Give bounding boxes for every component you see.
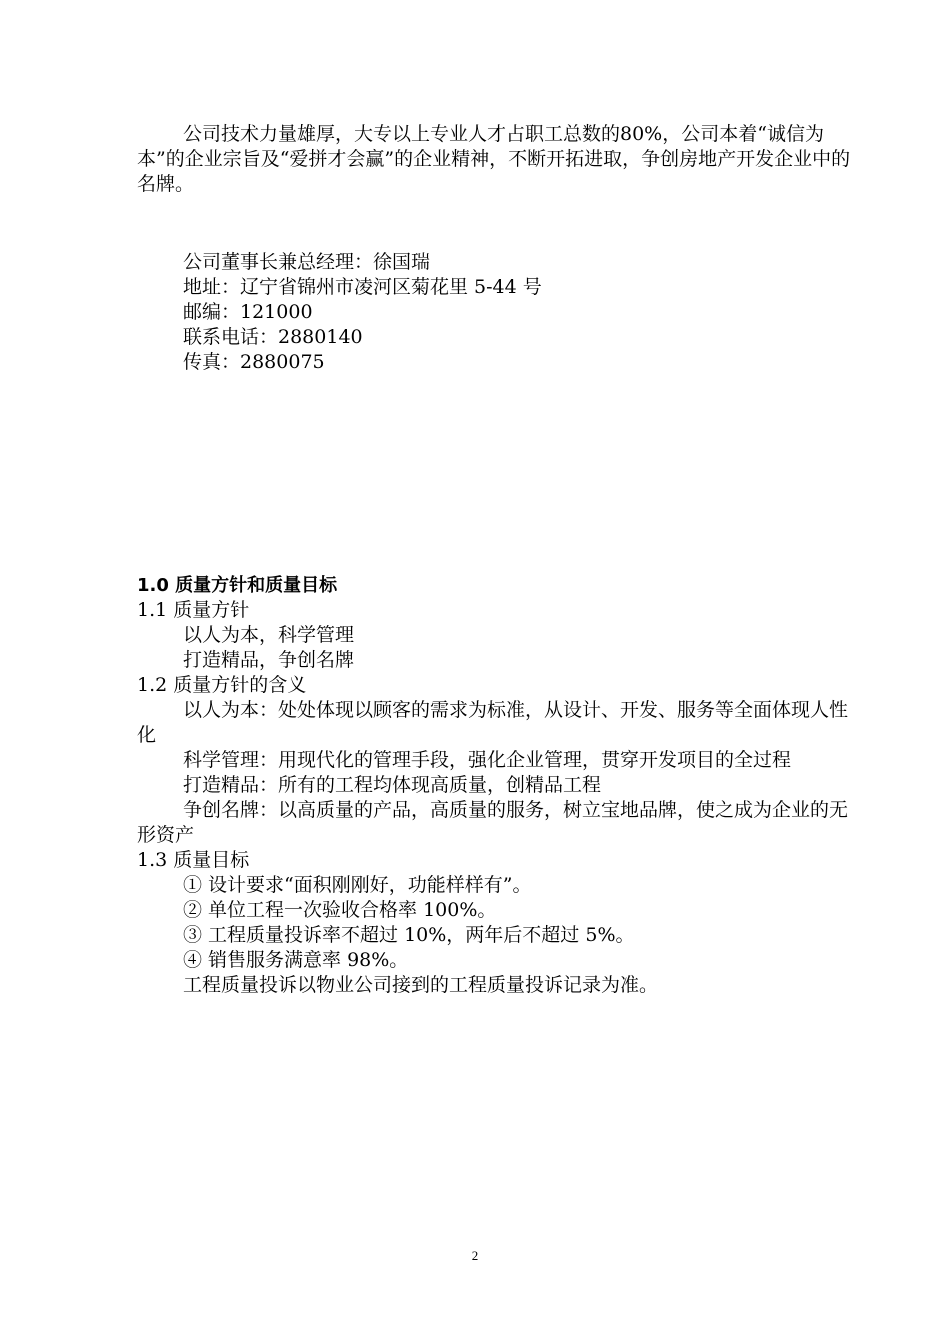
goal-item: ① 设计要求“面积刚刚好，功能样样有”。: [183, 874, 532, 896]
goal-note: 工程质量投诉以物业公司接到的工程质量投诉记录为准。: [183, 974, 659, 996]
policy-line: 以人为本，科学管理: [183, 624, 355, 646]
phone-line: 联系电话：2880140: [183, 326, 363, 348]
meaning-paragraph: 科学管理：用现代化的管理手段，强化企业管理，贯穿开发项目的全过程: [183, 749, 792, 771]
page-number: 2: [471, 1248, 479, 1263]
meaning-paragraph: 以人为本：处处体现以顾客的需求为标准，从设计、开发、服务等全面体现人性化: [137, 699, 849, 746]
fax-line: 传真：2880075: [183, 351, 325, 373]
quality-section: [137, 573, 862, 998]
meaning-paragraph: 打造精品：所有的工程均体现高质量，创精品工程: [183, 774, 602, 796]
meaning-paragraph: 争创名牌：以高质量的产品，高质量的服务，树立宝地品牌，使之成为企业的无形资产: [137, 799, 849, 846]
address-line: 地址：辽宁省锦州市凌河区菊花里 5-44 号: [183, 276, 542, 298]
section-heading: 1.0 质量方针和质量目标: [137, 575, 338, 596]
goal-item: ② 单位工程一次验收合格率 100%。: [183, 899, 497, 921]
subsection-1-2-title: 1.2 质量方针的含义: [137, 674, 307, 696]
policy-line: 打造精品，争创名牌: [183, 649, 355, 671]
postcode-line: 邮编：121000: [183, 301, 313, 323]
intro-section: [137, 122, 862, 197]
contact-section: [137, 250, 908, 375]
chairman-line: 公司董事长兼总经理：徐国瑞: [183, 251, 431, 273]
goal-item: ④ 销售服务满意率 98%。: [183, 949, 409, 971]
subsection-1-1-title: 1.1 质量方针: [137, 599, 250, 621]
intro-paragraph: 公司技术力量雄厚，大专以上专业人才占职工总数的80%，公司本着“诚信为本”的企业宗旨及“爱拼才会赢”的企业精神，不断开拓进取，争创房地产开发企业中的名牌。: [137, 123, 851, 195]
subsection-1-3-title: 1.3 质量目标: [137, 849, 250, 871]
goal-item: ③ 工程质量投诉率不超过 10%，两年后不超过 5%。: [183, 924, 635, 946]
